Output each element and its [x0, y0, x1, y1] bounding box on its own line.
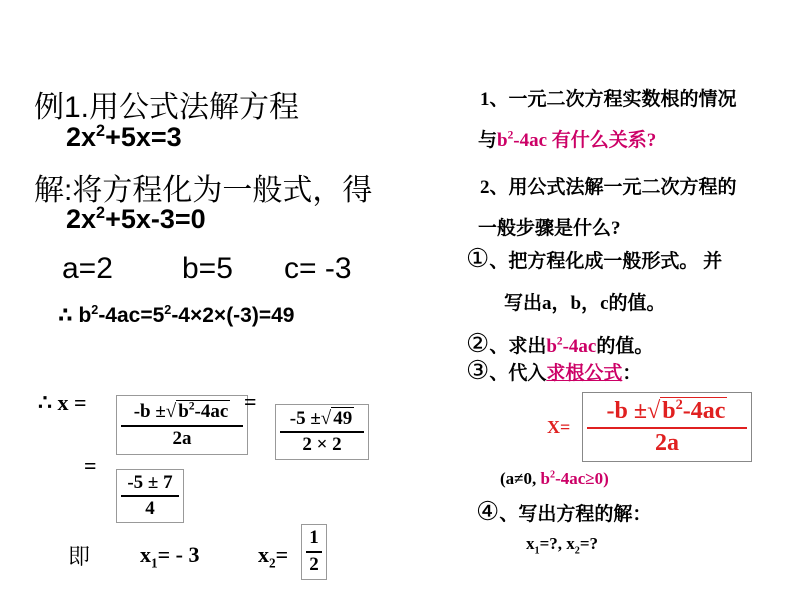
step3-post: ： [622, 363, 642, 384]
frac1-rad-b: b [178, 401, 189, 422]
step-1-line2: 写出a，b，c的值。 [504, 293, 666, 314]
general-equation [66, 204, 206, 235]
x2-sub: 2 [269, 555, 276, 571]
substituted-fraction: -5 ±√ 49 2 × 2 [275, 404, 369, 460]
x1-var: x [140, 542, 151, 567]
step2-post: 的值。 [596, 336, 654, 357]
root-formula-link[interactable]: 求根公式 [546, 363, 623, 384]
step-1 [466, 244, 722, 274]
ji-label: 即 [68, 544, 91, 569]
x2-eq: = [275, 542, 289, 567]
x2-denominator: 2 [309, 554, 319, 575]
frac2-rad: 49 [333, 408, 353, 429]
step2-exp: 2 [556, 335, 563, 348]
frac1-num-pre: -b ± [133, 401, 166, 422]
equals-sign-1: = [244, 389, 257, 414]
eq-gen-term: 2x [66, 204, 97, 234]
question-1-line2 [478, 125, 656, 152]
formula-rest: -4ac [682, 398, 726, 424]
discriminant-line [58, 303, 294, 328]
q1-highlight [497, 130, 656, 151]
step2-rest: -4ac [562, 336, 597, 357]
coef-a: a=2 [62, 252, 113, 285]
x2-numerator: 1 [309, 527, 319, 548]
disc-rest: -4×2×(-3)=49 [171, 304, 295, 327]
step4-x2-sub: 2 [574, 545, 580, 557]
step4-x1-sub: 1 [534, 545, 540, 557]
step-2 [466, 329, 653, 359]
step4-x2-rest: =? [579, 534, 599, 553]
condition-highlight [541, 469, 609, 488]
step2-highlight [546, 336, 596, 357]
solution-line [34, 165, 372, 209]
step-4-solutions [526, 534, 599, 557]
q1-exp: 2 [507, 129, 514, 142]
step1-text: 、把方程化成一般形式。 并 [489, 251, 723, 272]
original-equation [66, 122, 182, 153]
quadratic-formula-fraction: -b ±√ $b^2-4ac$ 2a [116, 395, 248, 455]
condition-rest: -4ac≥0) [555, 469, 609, 488]
equals-sign-2: = [84, 453, 97, 478]
disc-exp: 2 [91, 303, 99, 317]
formula-b: b [662, 398, 676, 424]
condition-b: b [540, 469, 550, 488]
frac2-num-pre: -5 ± [289, 408, 321, 429]
step-4 [476, 497, 651, 527]
step3-pre: 、代入 [489, 363, 547, 384]
condition-exp: 2 [549, 469, 556, 481]
therefore-symbol: ∴ [58, 304, 73, 327]
coef-b: b=5 [182, 252, 233, 285]
circled-3: ③ [466, 356, 490, 385]
formula-condition [500, 469, 609, 489]
eq-gen-exponent: 2 [96, 204, 106, 222]
disc-b: b [78, 304, 92, 327]
disc-exp2: 2 [164, 303, 172, 317]
step-3 [466, 356, 641, 386]
q1-b: b [497, 130, 508, 151]
frac1-rad-rest: -4ac [194, 401, 229, 422]
eq-orig-exponent: 2 [96, 122, 106, 140]
step2-pre: 、求出 [489, 336, 547, 357]
frac2-denominator: 2 × 2 [302, 434, 342, 455]
x1-value: = - 3 [157, 542, 200, 567]
disc-mid: -4ac=5 [98, 304, 165, 327]
formula-exp: 2 [675, 397, 683, 413]
eq-gen-rest: +5x-3=0 [105, 204, 206, 234]
eq-orig-term: 2x [66, 122, 97, 152]
step4-x1: x [526, 534, 535, 553]
condition-pre: (a≠0, [500, 469, 541, 488]
x-label: ∴ x = [38, 390, 87, 415]
x1-solution [140, 542, 200, 571]
x2-var: x [258, 542, 269, 567]
frac1-denominator: 2a [172, 428, 192, 449]
x1-sub: 1 [151, 555, 158, 571]
step4-x1-rest: =?, x [539, 534, 575, 553]
frac3-numerator: -5 ± 7 [127, 472, 173, 493]
question-2-line2: 一般步骤是什么? [478, 218, 621, 239]
step2-b: b [546, 336, 557, 357]
formula-num-pre: -b ± [606, 398, 648, 424]
step4-text: 、写出方程的解： [499, 504, 652, 525]
simplified-fraction [116, 469, 184, 523]
circled-4: ④ [476, 497, 500, 526]
circled-2: ② [466, 329, 490, 358]
x2-solution [258, 542, 289, 571]
x2-fraction [301, 524, 327, 580]
question-2-line1: 2、用公式法解一元二次方程的 [480, 177, 737, 198]
example-title-text: 例1.用公式法解方程 [34, 91, 300, 124]
q1-pre: 与 [478, 130, 498, 151]
coef-c: c= -3 [284, 252, 352, 285]
example-title [34, 82, 299, 126]
formula-denominator: 2a [655, 430, 679, 456]
question-1-line1: 1、一元二次方程实数根的情况 [480, 89, 737, 110]
solution-text: 解:将方程化为一般式，得 [34, 174, 373, 207]
q1-rest: -4ac 有什么关系? [513, 130, 657, 151]
root-formula-box: $-b \pm√b^2-4ac$ 2a [582, 392, 752, 462]
eq-orig-rest: +5x=3 [105, 122, 182, 152]
frac3-denominator: 4 [145, 498, 155, 519]
circled-1: ① [466, 244, 490, 273]
frac1-rad-exp: 2 [188, 400, 195, 413]
formula-x-label: X= [547, 417, 571, 437]
